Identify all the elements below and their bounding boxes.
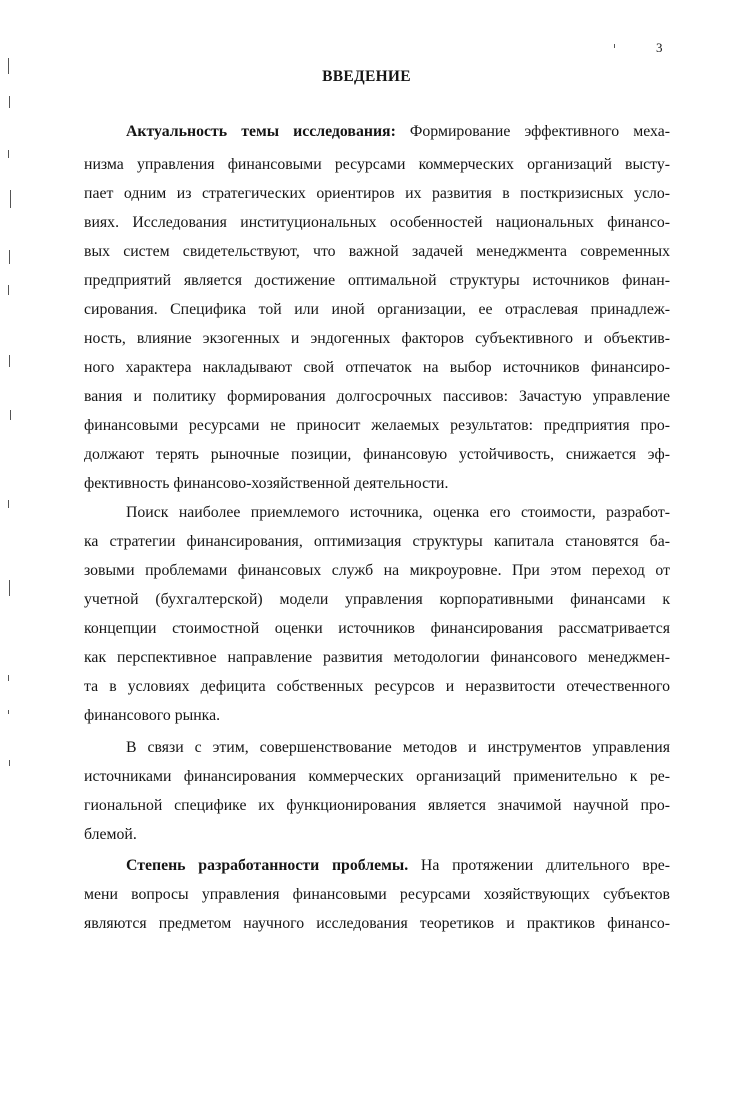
paragraph-1-heading: Актуальность темы исследования: xyxy=(126,123,396,140)
page-title: ВВЕДЕНИЕ xyxy=(322,68,411,85)
paragraph-1-line: финансовыми ресурсами не приносит желаемых результатов: предприятия про- xyxy=(84,417,670,434)
paragraph-3-line: В связи с этим, совершенствование методов и инструментов управления xyxy=(126,739,670,756)
paragraph-2-line: учетной (бухгалтерской) модели управления корпоративными финансами к xyxy=(84,591,670,608)
paragraph-1-line: должают терять рыночные позиции, финансовую устойчивость, снижается эф- xyxy=(84,446,670,463)
paragraph-1-line: ность, влияние экзогенных и эндогенных факторов субъективного и объектив- xyxy=(84,330,670,347)
page-number: 3 xyxy=(656,40,663,55)
paragraph-2-line: финансового рынка. xyxy=(84,707,221,724)
paragraph-4-line-1: Степень разработанности проблемы. На протяжении длительного вре- xyxy=(126,857,670,874)
paragraph-2-line: ка стратегии финансирования, оптимизация структуры капитала становятся ба- xyxy=(84,533,670,550)
paragraph-1-line: вых систем свидетельствуют, что важной задачей менеджмента современных xyxy=(84,243,670,260)
paragraph-1-line-1: Актуальность темы исследования: Формирование эффективного меха- xyxy=(126,123,670,140)
paragraph-3-line: источниками финансирования коммерческих организаций применительно к ре- xyxy=(84,768,670,785)
paragraph-2-line: концепции стоимостной оценки источников финансирования рассматривается xyxy=(84,620,670,637)
paragraph-4-heading: Степень разработанности проблемы. xyxy=(126,857,409,874)
paragraph-1-line: предприятий является достижение оптимальной структуры источников финан- xyxy=(84,272,670,289)
paragraph-2-line: как перспективное направление развития методологии финансового менеджмен- xyxy=(84,649,670,666)
paragraph-1-line: сирования. Специфика той или иной организации, ее отраслевая принадлеж- xyxy=(84,301,670,318)
paragraph-1-line: фективность финансово-хозяйственной деятельности. xyxy=(84,475,449,492)
paragraph-1-line: пает одним из стратегических ориентиров их развития в посткризисных усло- xyxy=(84,185,670,202)
paragraph-1-line: ного характера накладывают свой отпечаток на выбор источников финансиро- xyxy=(84,359,670,376)
paragraph-4-line: мени вопросы управления финансовыми ресурсами хозяйствующих субъектов xyxy=(84,886,670,903)
paragraph-4-line: являются предметом научного исследования теоретиков и практиков финансо- xyxy=(84,915,670,932)
paragraph-3-line: блемой. xyxy=(84,826,137,843)
paragraph-1-line: вания и политику формирования долгосрочных пассивов: Зачастую управление xyxy=(84,388,670,405)
paragraph-3-line: гиональной специфике их функционирования является значимой научной про- xyxy=(84,797,670,814)
paragraph-2-line: та в условиях дефицита собственных ресурсов и неразвитости отечественного xyxy=(84,678,670,695)
paragraph-1-line: виях. Исследования институциональных особенностей национальных финансо- xyxy=(84,214,670,231)
paragraph-2-line: зовыми проблемами финансовых служб на микроуровне. При этом переход от xyxy=(84,562,670,579)
paragraph-1-line: низма управления финансовыми ресурсами коммерческих организаций высту- xyxy=(84,156,670,173)
paragraph-2-line: Поиск наиболее приемлемого источника, оценка его стоимости, разработ- xyxy=(126,504,670,521)
